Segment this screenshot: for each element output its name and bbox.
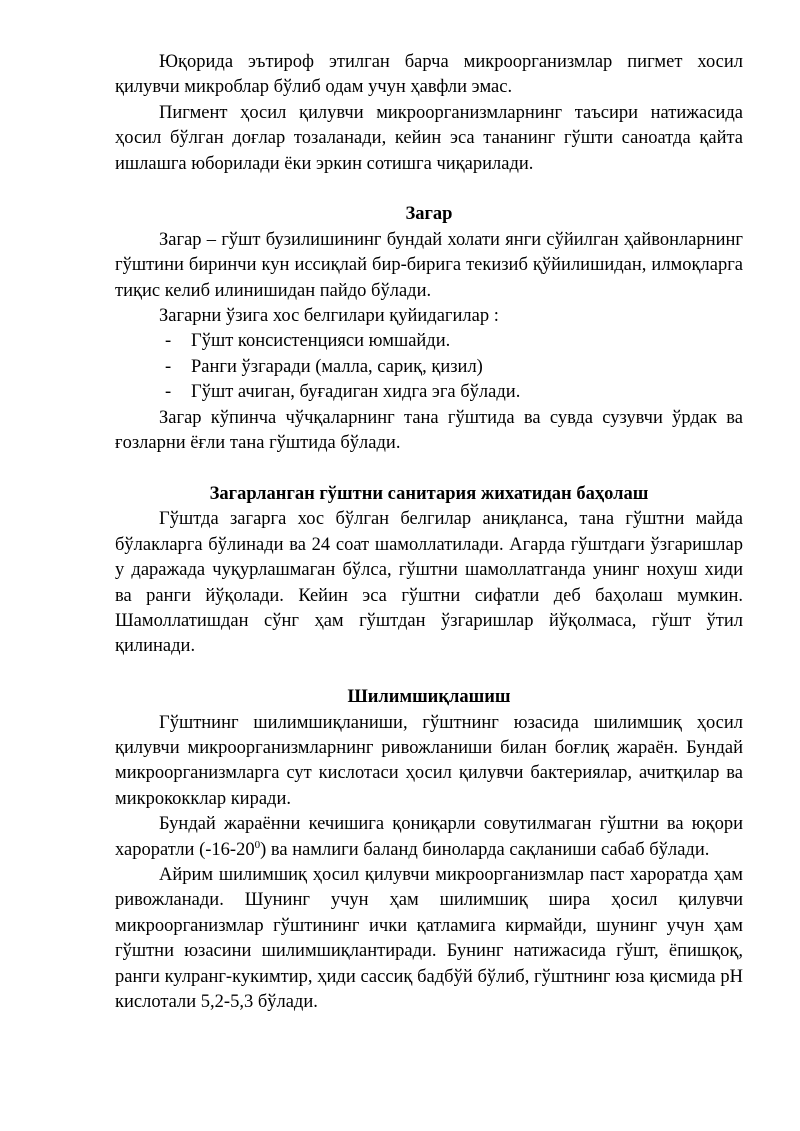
paragraph <box>115 812 743 863</box>
list-marker: - <box>165 331 172 352</box>
list-marker: - <box>165 382 172 403</box>
section-heading-zagar: Загар <box>405 204 453 225</box>
symptom-list <box>115 329 743 405</box>
paragraph: Юқорида эътироф этилган барча микроорганизмлар пигмет хосил қилувчи микроблар бўлиб одам учун ҳавфли эмас. <box>115 52 743 98</box>
section-heading-sanitary-assessment: Загарланган гўштни санитария жихатидан баҳолаш <box>209 483 649 504</box>
list-item-text: Гўшт консистенцияси юмшайди. <box>191 331 451 352</box>
paragraph-text: Бундай жараённи кечишига қониқарли совутилмаган гўштни ва юқори хароратли (-16-20 <box>115 814 743 860</box>
paragraph: Загар кўпинча чўчқаларнинг тана гўштида ва сувда сузувчи ўрдак ва ғозларни ёғли тана гўштида бўлади. <box>115 407 743 454</box>
paragraph: Загарни ўзига хос белгилари қуйидагилар : <box>159 306 499 327</box>
paragraph: Гўштда загарга хос бўлган белгилар аниқланса, тана гўштни майда бўлакларга бўлинади ва 24 соат шамоллатилади. Агарда гўштдаги ўзгаришлар у даражада чуқурлашмаган бўлса, гўштни шамоллатганда унинг нохуш хиди ва ранги йўқолади. Кейин эса гўштни сифатли деб баҳолаш мумкин. Шамоллатишдан сўнг ҳам гўштдан ўзгаришлар йўқолмаса, гўшт ўтил қилинади. <box>115 509 743 657</box>
paragraph: Загар – гўшт бузилишининг бундай холати янги сўйилган ҳайвонларнинг гўштини биринчи кун иссиқлай бир-бирига текизиб қўйилишидан, илмоқларга тиқис келиб илинишидан пайдо бўлади. <box>115 229 743 301</box>
paragraph: Айрим шилимшиқ ҳосил қилувчи микроорганизмлар паст хароратда ҳам ривожланади. Шунинг учун ҳам шилимшиқ шира ҳосил қилувчи микроорганизмлар гўштининг ички қатламига кирмайди, шунинг учун ҳам гўштни юзасини шилимшиқлантиради. Бунинг натижасида гўшт, ёпишқоқ, ранги кулранг-кукимтир, ҳиди сассиқ бадбўй бўлиб, гўштнинг юза қисмида pH кислотали 5,2-5,3 бўлади. <box>115 864 743 1012</box>
list-item <box>115 380 743 405</box>
spacer <box>115 456 743 481</box>
spacer <box>115 177 743 202</box>
paragraph: Пигмент ҳосил қилувчи микроорганизмларнинг таъсири натижасида ҳосил бўлган доғлар тозаланади, кейин эса тананинг гўшти саноатда қайта ишлашга юборилади ёки эркин сотишга чиқарилади. <box>115 102 743 174</box>
list-item-text: Гўшт ачиган, буғадиган хидга эга бўлади. <box>191 382 521 403</box>
section-heading-slime: Шилимшиқлашиш <box>347 687 511 708</box>
superscript: 0 <box>254 838 261 851</box>
list-marker: - <box>165 356 172 377</box>
list-item-text: Ранги ўзгаради (малла, сариқ, қизил) <box>191 356 483 377</box>
paragraph-text: ) ва намлиги баланд биноларда сақланиши сабаб бўлади. <box>260 839 710 860</box>
list-item <box>115 329 743 354</box>
paragraph: Гўштнинг шилимшиқланиши, гўштнинг юзасида шилимшиқ ҳосил қилувчи микроорганизмларнинг ривожланиши билан боғлиқ жараён. Бундай микроорганизмларга сут кислотаси ҳосил қилувчи бактериялар, ачитқилар ва микрококклар киради. <box>115 712 743 809</box>
spacer <box>115 660 743 685</box>
document-page <box>115 50 743 1015</box>
list-item <box>115 355 743 380</box>
